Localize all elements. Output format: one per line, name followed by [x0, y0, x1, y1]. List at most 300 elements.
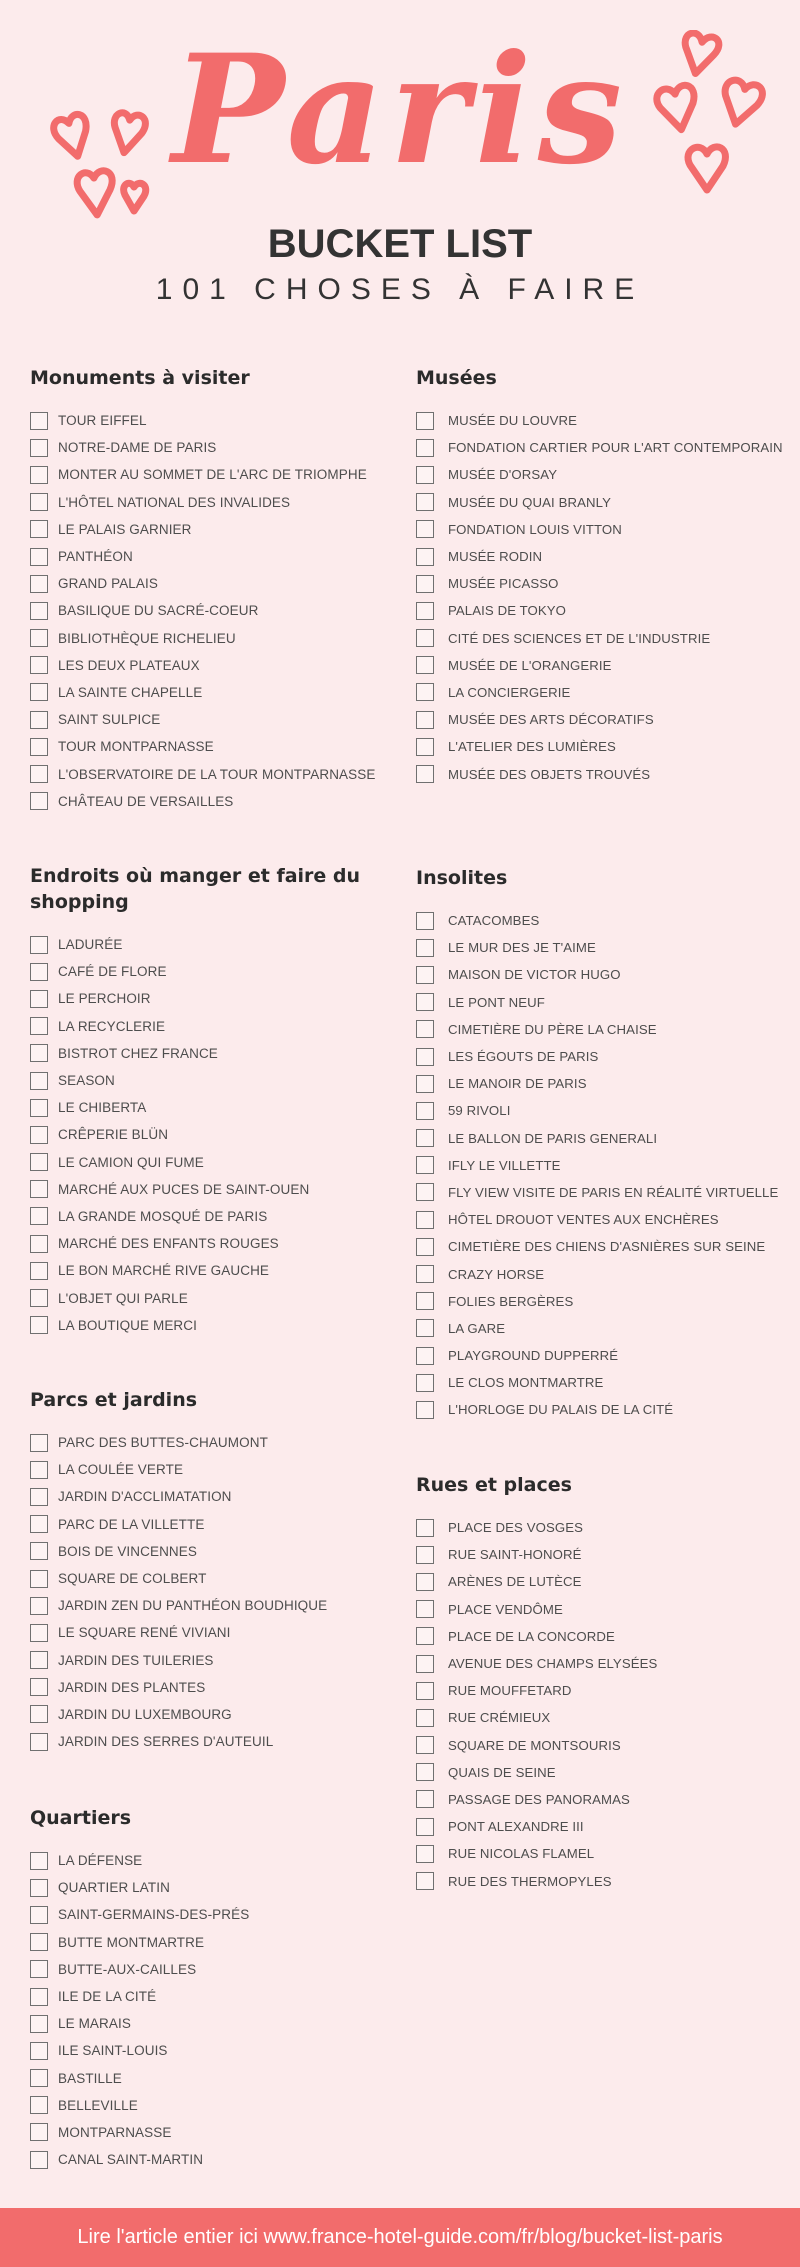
checklist-item[interactable]	[30, 1511, 410, 1538]
checkbox[interactable]	[416, 1156, 434, 1174]
checklist-item[interactable]	[30, 1728, 410, 1755]
checkbox[interactable]	[416, 1546, 434, 1564]
checklist-item-label: LE CLOS MONTMARTRE	[448, 1375, 604, 1391]
page-title-script: Paris	[171, 22, 629, 198]
checkbox[interactable]	[416, 493, 434, 511]
checklist-item-label: BOIS DE VINCENNES	[58, 1543, 197, 1559]
section-title: Rues et places	[416, 1474, 572, 1496]
checklist-item-label: CATACOMBES	[448, 913, 540, 929]
checklist-item-label: AVENUE DES CHAMPS ELYSÉES	[448, 1656, 658, 1672]
checkbox[interactable]	[416, 656, 434, 674]
checklist-item[interactable]	[416, 434, 796, 461]
checklist-item[interactable]	[416, 570, 796, 597]
checkbox[interactable]	[30, 1235, 48, 1253]
checklist-item-label: LE MARAIS	[58, 2016, 131, 2032]
checklist-item[interactable]	[30, 1456, 410, 1483]
checkbox[interactable]	[416, 520, 434, 538]
checklist-item[interactable]	[30, 1901, 410, 1928]
checklist-item[interactable]	[416, 1650, 796, 1677]
checklist-item[interactable]	[416, 1152, 796, 1179]
checkbox[interactable]	[416, 711, 434, 729]
checkbox[interactable]	[416, 1401, 434, 1419]
checklist-item[interactable]	[416, 516, 796, 543]
checkbox[interactable]	[30, 1044, 48, 1062]
checklist-item-label: MONTPARNASSE	[58, 2124, 172, 2140]
checkbox[interactable]	[30, 1072, 48, 1090]
checkbox[interactable]	[416, 1129, 434, 1147]
checklist-item-label: MUSÉE DE L'ORANGERIE	[448, 657, 612, 673]
checklist-item-label: CRAZY HORSE	[448, 1266, 545, 1282]
checklist	[30, 407, 410, 815]
checklist-item[interactable]	[30, 1067, 410, 1094]
checkbox[interactable]	[30, 1488, 48, 1506]
checklist-item-label: QUAIS DE SEINE	[448, 1764, 556, 1780]
page-title: BUCKET LIST	[267, 222, 533, 266]
checklist-item-label: SAINT SULPICE	[58, 712, 161, 728]
checklist-item[interactable]	[30, 1619, 410, 1646]
checklist-item[interactable]	[416, 1732, 796, 1759]
checklist-item-label: JARDIN DES TUILERIES	[58, 1652, 214, 1668]
checkbox[interactable]	[416, 1048, 434, 1066]
checklist-item[interactable]	[30, 1284, 410, 1311]
checkbox[interactable]	[30, 1316, 48, 1334]
checkbox[interactable]	[416, 966, 434, 984]
checklist-item-label: LE PERCHOIR	[58, 991, 151, 1007]
checklist-item-label: NOTRE-DAME DE PARIS	[58, 440, 217, 456]
checklist-item-label: JARDIN DES PLANTES	[58, 1679, 206, 1695]
checkbox[interactable]	[416, 575, 434, 593]
checkbox[interactable]	[30, 2123, 48, 2141]
checklist-item-label: FLY VIEW VISITE DE PARIS EN RÉALITÉ VIRTUELLE	[448, 1184, 779, 1200]
checklist-item[interactable]	[416, 907, 796, 934]
checkbox[interactable]	[416, 765, 434, 783]
checklist-item[interactable]	[30, 1956, 410, 1983]
checklist-item[interactable]	[416, 1315, 796, 1342]
checklist-item[interactable]	[30, 407, 410, 434]
checkbox[interactable]	[30, 1906, 48, 1924]
checkbox[interactable]	[416, 1102, 434, 1120]
checklist-item[interactable]	[416, 706, 796, 733]
checklist-item[interactable]	[30, 1847, 410, 1874]
checklist-item-label: MUSÉE RODIN	[448, 549, 543, 565]
checklist-item-label: JARDIN D'ACCLIMATATION	[58, 1489, 232, 1505]
checklist-item-label: FONDATION LOUIS VITTON	[448, 521, 622, 537]
section-title: Musées	[416, 367, 497, 389]
checkbox[interactable]	[30, 1960, 48, 1978]
checkbox[interactable]	[30, 1597, 48, 1615]
checklist-item-label: CAFÉ DE FLORE	[58, 964, 167, 980]
checkbox[interactable]	[30, 575, 48, 593]
checklist-item-label: L'OBSERVATOIRE DE LA TOUR MONTPARNASSE	[58, 766, 376, 782]
checklist-item-label: MONTER AU SOMMET DE L'ARC DE TRIOMPHE	[58, 467, 367, 483]
checklist-item[interactable]	[416, 652, 796, 679]
checkbox[interactable]	[30, 1262, 48, 1280]
checklist-item[interactable]	[416, 1233, 796, 1260]
checkbox[interactable]	[416, 1020, 434, 1038]
checklist-item-label: ILE SAINT-LOUIS	[58, 2043, 168, 2059]
checklist-item-label: CIMETIÈRE DU PÈRE LA CHAISE	[448, 1021, 657, 1037]
checklist-item[interactable]	[416, 1097, 796, 1124]
checkbox[interactable]	[30, 439, 48, 457]
checkbox[interactable]	[416, 412, 434, 430]
checklist-item[interactable]	[30, 1013, 410, 1040]
checklist-item-label: RUE CRÉMIEUX	[448, 1710, 551, 1726]
checklist-item-label: L'HÔTEL NATIONAL DES INVALIDES	[58, 494, 291, 510]
checklist-item[interactable]	[416, 1759, 796, 1786]
checkbox[interactable]	[30, 2151, 48, 2169]
checklist-item-label: BASTILLE	[58, 2070, 122, 2086]
checklist-item-label: BIBLIOTHÈQUE RICHELIEU	[58, 630, 236, 646]
checklist-item[interactable]	[30, 760, 410, 787]
checklist-item-label: PLACE DES VOSGES	[448, 1520, 583, 1536]
checklist-item[interactable]	[30, 733, 410, 760]
checklist-item-label: LE PALAIS GARNIER	[58, 521, 192, 537]
checklist-item[interactable]	[30, 1929, 410, 1956]
checklist-item[interactable]	[30, 1874, 410, 1901]
checklist-item[interactable]	[416, 1342, 796, 1369]
footer-link[interactable]: Lire l'article entier ici www.france-hotel-guide.com/fr/blog/bucket-list-paris	[0, 2208, 800, 2267]
checklist-item[interactable]	[30, 489, 410, 516]
section-manger	[30, 863, 410, 1339]
checklist-item[interactable]	[30, 543, 410, 570]
checklist-item-label: MARCHÉ DES ENFANTS ROUGES	[58, 1236, 279, 1252]
checkbox[interactable]	[30, 711, 48, 729]
checkbox[interactable]	[416, 1211, 434, 1229]
checkbox[interactable]	[416, 1655, 434, 1673]
checklist	[416, 407, 796, 788]
checkbox[interactable]	[30, 1289, 48, 1307]
checkbox[interactable]	[416, 1600, 434, 1618]
checkbox[interactable]	[30, 1933, 48, 1951]
checklist-item[interactable]	[416, 1070, 796, 1097]
checkbox[interactable]	[416, 1519, 434, 1537]
checklist-item[interactable]	[416, 407, 796, 434]
checklist-item-label: LA RECYCLERIE	[58, 1018, 166, 1034]
checklist	[30, 931, 410, 1339]
checklist-item[interactable]	[30, 1121, 410, 1148]
checklist-item[interactable]	[416, 1541, 796, 1568]
checklist-item-label: LA DÉFENSE	[58, 1853, 143, 1869]
checklist-item[interactable]	[416, 1206, 796, 1233]
checkbox[interactable]	[416, 683, 434, 701]
checkbox[interactable]	[416, 1763, 434, 1781]
checklist-item[interactable]	[30, 1149, 410, 1176]
checklist-item[interactable]	[30, 2146, 410, 2173]
checklist-item-label: LE PONT NEUF	[448, 994, 545, 1010]
checkbox[interactable]	[30, 2042, 48, 2060]
checkbox[interactable]	[30, 1153, 48, 1171]
checkbox[interactable]	[30, 1434, 48, 1452]
checkbox[interactable]	[30, 1988, 48, 2006]
checklist-item-label: LA COULÉE VERTE	[58, 1462, 184, 1478]
checkbox[interactable]	[30, 1180, 48, 1198]
checklist-item-label: CRÊPERIE BLÜN	[58, 1127, 169, 1143]
section-quartiers	[30, 1805, 410, 2173]
checkbox[interactable]	[30, 1651, 48, 1669]
checklist-item-label: SQUARE DE COLBERT	[58, 1571, 207, 1587]
checkbox[interactable]	[30, 656, 48, 674]
checklist-item[interactable]	[30, 1094, 410, 1121]
checklist-item-label: RUE SAINT-HONORÉ	[448, 1547, 582, 1563]
checklist-item[interactable]	[416, 1043, 796, 1070]
checklist-item[interactable]	[30, 1040, 410, 1067]
checkbox[interactable]	[30, 1207, 48, 1225]
checkbox[interactable]	[30, 466, 48, 484]
checklist-item[interactable]	[30, 625, 410, 652]
checkbox[interactable]	[416, 1183, 434, 1201]
checkbox[interactable]	[30, 2096, 48, 2114]
section-title: Insolites	[416, 867, 508, 889]
checkbox[interactable]	[30, 765, 48, 783]
checklist-item[interactable]	[30, 570, 410, 597]
checklist-item-label: BASILIQUE DU SACRÉ-COEUR	[58, 603, 259, 619]
checklist-item[interactable]	[30, 2065, 410, 2092]
checkbox[interactable]	[30, 2069, 48, 2087]
checkbox[interactable]	[30, 1852, 48, 1870]
checkbox[interactable]	[30, 1515, 48, 1533]
checkbox[interactable]	[30, 602, 48, 620]
checklist-item[interactable]	[30, 2010, 410, 2037]
checkbox[interactable]	[30, 1542, 48, 1560]
checklist-item[interactable]	[30, 516, 410, 543]
checklist-item[interactable]	[416, 1514, 796, 1541]
checkbox[interactable]	[30, 738, 48, 756]
checkbox[interactable]	[30, 1099, 48, 1117]
checklist-item[interactable]	[416, 1260, 796, 1287]
checklist-item-label: PASSAGE DES PANORAMAS	[448, 1791, 630, 1807]
checklist-item-label: LE MUR DES JE T'AIME	[448, 940, 596, 956]
checkbox[interactable]	[30, 683, 48, 701]
checkbox[interactable]	[30, 520, 48, 538]
checkbox[interactable]	[416, 1845, 434, 1863]
checklist	[416, 907, 796, 1424]
checklist-item[interactable]	[30, 1565, 410, 1592]
checkbox[interactable]	[416, 1818, 434, 1836]
checkbox[interactable]	[416, 1736, 434, 1754]
checklist-item[interactable]	[416, 1623, 796, 1650]
checklist-item[interactable]	[30, 931, 410, 958]
checklist-item-label: LA CONCIERGERIE	[448, 684, 571, 700]
checkbox[interactable]	[416, 1374, 434, 1392]
checklist-item-label: MUSÉE PICASSO	[448, 576, 559, 592]
checklist-item[interactable]	[30, 1647, 410, 1674]
checkbox[interactable]	[416, 1265, 434, 1283]
checklist-item[interactable]	[30, 1701, 410, 1728]
checkbox[interactable]	[30, 990, 48, 1008]
checklist-item-label: CHÂTEAU DE VERSAILLES	[58, 793, 234, 809]
checklist-item[interactable]	[416, 1704, 796, 1731]
checkbox[interactable]	[30, 1678, 48, 1696]
checkbox[interactable]	[416, 1682, 434, 1700]
checklist-item-label: RUE MOUFFETARD	[448, 1683, 572, 1699]
checklist-item-label: L'ATELIER DES LUMIÈRES	[448, 739, 616, 755]
checklist-item-label: 59 RIVOLI	[448, 1103, 511, 1119]
checkbox[interactable]	[416, 1790, 434, 1808]
checklist-item[interactable]	[30, 1176, 410, 1203]
checkbox[interactable]	[416, 1319, 434, 1337]
header	[0, 0, 800, 320]
checklist-item[interactable]	[416, 679, 796, 706]
checkbox[interactable]	[30, 1624, 48, 1642]
checklist	[416, 1514, 796, 1895]
checklist-item-label: MUSÉE D'ORSAY	[448, 467, 558, 483]
checklist-item[interactable]	[30, 1429, 410, 1456]
checklist-item[interactable]	[416, 597, 796, 624]
checkbox[interactable]	[416, 439, 434, 457]
checkbox[interactable]	[416, 548, 434, 566]
checkbox[interactable]	[416, 1347, 434, 1365]
checklist-item[interactable]	[30, 1257, 410, 1284]
checklist-item[interactable]	[30, 2037, 410, 2064]
checklist-item-label: LA SAINTE CHAPELLE	[58, 684, 203, 700]
checklist-item[interactable]	[416, 1813, 796, 1840]
checklist-item[interactable]	[416, 1867, 796, 1894]
checkbox[interactable]	[30, 1705, 48, 1723]
checklist-item-label: PLAYGROUND DUPPERRÉ	[448, 1348, 619, 1364]
checklist-item-label: L'OBJET QUI PARLE	[58, 1290, 188, 1306]
checklist-item-label: LE MANOIR DE PARIS	[448, 1076, 587, 1092]
checklist-item-label: MUSÉE DU LOUVRE	[448, 413, 578, 429]
checklist-item[interactable]	[416, 760, 796, 787]
checkbox[interactable]	[416, 1709, 434, 1727]
checkbox[interactable]	[30, 2015, 48, 2033]
checklist-item[interactable]	[416, 1016, 796, 1043]
checklist-item[interactable]	[30, 788, 410, 815]
checkbox[interactable]	[30, 1461, 48, 1479]
checklist-item-label: BELLEVILLE	[58, 2097, 138, 2113]
checklist-item-label: JARDIN DES SERRES D'AUTEUIL	[58, 1734, 274, 1750]
checkbox[interactable]	[30, 1879, 48, 1897]
checklist-item[interactable]	[30, 597, 410, 624]
checkbox[interactable]	[416, 912, 434, 930]
checklist-item[interactable]	[30, 1230, 410, 1257]
checklist-item[interactable]	[416, 1179, 796, 1206]
checklist-item[interactable]	[30, 1538, 410, 1565]
checklist-item-label: LES ÉGOUTS DE PARIS	[448, 1049, 599, 1065]
checklist-item-label: BUTTE MONTMARTRE	[58, 1934, 205, 1950]
checklist-item[interactable]	[30, 958, 410, 985]
checklist-item-label: JARDIN ZEN DU PANTHÉON BOUDHIQUE	[58, 1598, 328, 1614]
checklist-item[interactable]	[30, 985, 410, 1012]
checklist-item[interactable]	[30, 1592, 410, 1619]
checkbox[interactable]	[416, 1872, 434, 1890]
checkbox[interactable]	[30, 629, 48, 647]
checklist-item-label: PLACE VENDÔME	[448, 1601, 563, 1617]
checklist-item-label: CIMETIÈRE DES CHIENS D'ASNIÈRES SUR SEINE	[448, 1239, 766, 1255]
checklist-item-label: SAINT-GERMAINS-DES-PRÉS	[58, 1907, 250, 1923]
checkbox[interactable]	[416, 1075, 434, 1093]
checkbox[interactable]	[416, 1292, 434, 1310]
checklist-item[interactable]	[416, 961, 796, 988]
checklist-item[interactable]	[30, 2092, 410, 2119]
checklist-item-label: PANTHÉON	[58, 549, 133, 565]
checkbox[interactable]	[30, 936, 48, 954]
checklist-item[interactable]	[416, 489, 796, 516]
checklist-item-label: MUSÉE DES OBJETS TROUVÉS	[448, 766, 651, 782]
checkbox[interactable]	[416, 939, 434, 957]
checklist-item-label: LA GRANDE MOSQUÉ DE PARIS	[58, 1208, 268, 1224]
checklist-item-label: MUSÉE DU QUAI BRANLY	[448, 494, 611, 510]
checklist-item[interactable]	[416, 1396, 796, 1423]
checklist-item-label: SEASON	[58, 1073, 115, 1089]
checklist-item[interactable]	[416, 1369, 796, 1396]
checklist-item[interactable]	[30, 1312, 410, 1339]
checklist-item-label: LE SQUARE RENÉ VIVIANI	[58, 1625, 231, 1641]
checklist-item-label: LE BALLON DE PARIS GENERALI	[448, 1130, 658, 1146]
checklist-item[interactable]	[30, 2119, 410, 2146]
checkbox[interactable]	[30, 412, 48, 430]
checklist-item-label: SQUARE DE MONTSOURIS	[448, 1737, 621, 1753]
checkbox[interactable]	[416, 1238, 434, 1256]
checkbox[interactable]	[30, 963, 48, 981]
checklist-item-label: ARÈNES DE LUTÈCE	[448, 1574, 582, 1590]
checkbox[interactable]	[30, 1017, 48, 1035]
checklist-item-label: CITÉ DES SCIENCES ET DE L'INDUSTRIE	[448, 630, 711, 646]
checklist-item-label: MUSÉE DES ARTS DÉCORATIFS	[448, 712, 654, 728]
checklist-item[interactable]	[30, 1983, 410, 2010]
checklist-item-label: TOUR EIFFEL	[58, 413, 147, 429]
checklist-item-label: GRAND PALAIS	[58, 576, 158, 592]
checklist	[30, 1429, 410, 1755]
checklist-item[interactable]	[30, 1203, 410, 1230]
checklist-item-label: LA GARE	[448, 1320, 506, 1336]
checklist-item[interactable]	[416, 1786, 796, 1813]
checklist-item[interactable]	[416, 625, 796, 652]
checklist-item[interactable]	[30, 706, 410, 733]
checklist-item[interactable]	[30, 679, 410, 706]
checklist-item[interactable]	[30, 461, 410, 488]
checklist-item-label: LES DEUX PLATEAUX	[58, 657, 200, 673]
checklist-item[interactable]	[416, 1288, 796, 1315]
section-monuments	[30, 365, 410, 815]
checkbox[interactable]	[30, 1733, 48, 1751]
checkbox[interactable]	[416, 738, 434, 756]
checkbox[interactable]	[30, 1570, 48, 1588]
section-title: Endroits où manger et faire du shopping	[30, 865, 361, 913]
checkbox[interactable]	[416, 629, 434, 647]
checkbox[interactable]	[30, 548, 48, 566]
checklist-item[interactable]	[416, 1840, 796, 1867]
checklist-item[interactable]	[416, 543, 796, 570]
checkbox[interactable]	[416, 993, 434, 1011]
checkbox[interactable]	[416, 602, 434, 620]
checkbox[interactable]	[416, 466, 434, 484]
checklist-item[interactable]	[416, 1568, 796, 1595]
checklist-item[interactable]	[30, 1483, 410, 1510]
checklist-item[interactable]	[30, 434, 410, 461]
checklist-item-label: MAISON DE VICTOR HUGO	[448, 967, 621, 983]
checkbox[interactable]	[30, 1126, 48, 1144]
section-title: Parcs et jardins	[30, 1389, 198, 1411]
checklist-item[interactable]	[416, 1125, 796, 1152]
checkbox[interactable]	[30, 792, 48, 810]
checkbox[interactable]	[416, 1627, 434, 1645]
checklist-item[interactable]	[416, 1677, 796, 1704]
checklist-item[interactable]	[416, 461, 796, 488]
checklist-item[interactable]	[416, 989, 796, 1016]
checklist-item[interactable]	[416, 733, 796, 760]
checklist-item[interactable]	[416, 1596, 796, 1623]
checklist-item[interactable]	[416, 934, 796, 961]
checklist-item-label: TOUR MONTPARNASSE	[58, 739, 214, 755]
checklist-item-label: ILE DE LA CITÉ	[58, 1989, 157, 2005]
checkbox[interactable]	[30, 493, 48, 511]
checklist-item[interactable]	[30, 652, 410, 679]
checklist-item-label: BUTTE-AUX-CAILLES	[58, 1961, 197, 1977]
checklist-item[interactable]	[30, 1674, 410, 1701]
checklist-item-label: LE BON MARCHÉ RIVE GAUCHE	[58, 1263, 270, 1279]
checkbox[interactable]	[416, 1573, 434, 1591]
